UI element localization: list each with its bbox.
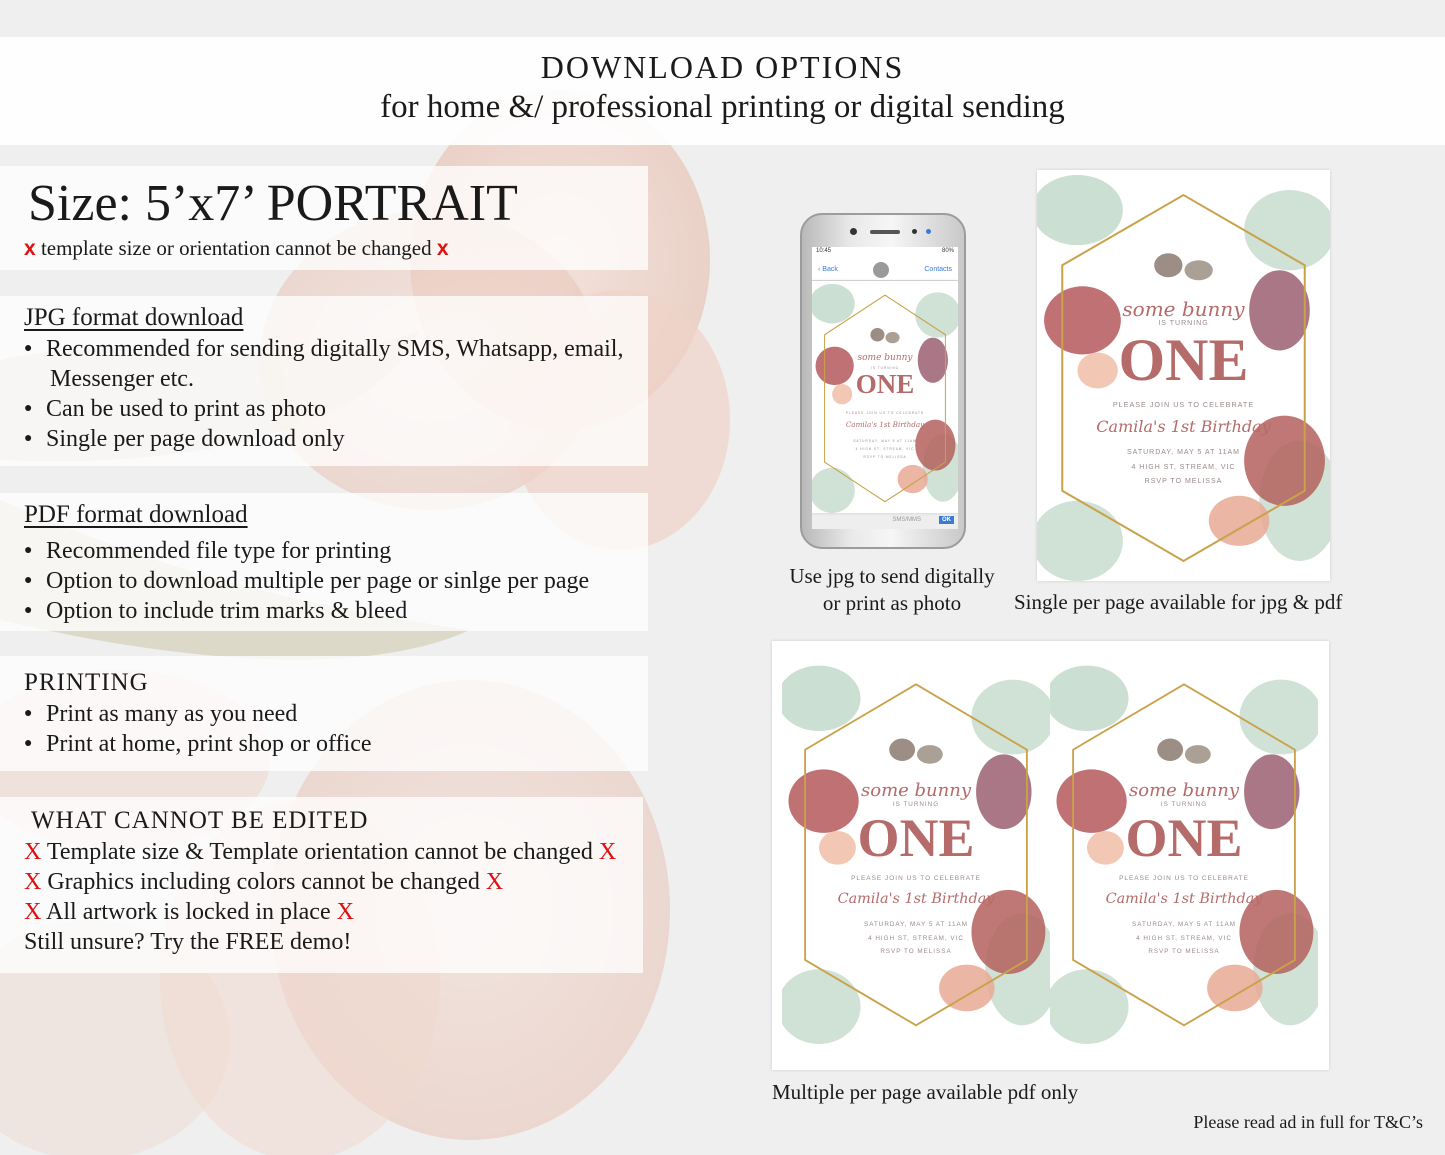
jpg-bullet-1-cont: Messenger etc. [50, 366, 194, 392]
sheet-invitation-left [782, 661, 1050, 1044]
invite-date-line: SATURDAY, MAY 5 AT 11AM [853, 438, 917, 443]
invite-big-line: ONE [1125, 807, 1243, 868]
message-input[interactable] [812, 511, 958, 529]
invite-date-line: SATURDAY, MAY 5 AT 11AM [1132, 921, 1236, 929]
x-mark-icon: X [24, 839, 42, 865]
jpg-bullet-list [24, 334, 623, 454]
invite-address-line: 4 HIGH ST, STREAM, VIC [1131, 463, 1236, 471]
size-note [24, 236, 449, 261]
multi-caption: Multiple per page available pdf only [772, 1080, 1079, 1104]
list-item [24, 897, 616, 927]
jpg-bullet-3: Single per page download only [46, 426, 345, 452]
printing-bullet-2: Print at home, print shop or office [46, 731, 372, 757]
invite-script-line: some bunny [857, 352, 913, 363]
invite-date-line: SATURDAY, MAY 5 AT 11AM [1127, 449, 1240, 457]
pdf-bullet-3: Option to include trim marks & bleed [46, 598, 408, 624]
invite-name-line: Camila's 1st Birthday [845, 420, 925, 430]
cannot-edit-line-3: All artwork is locked in place [46, 899, 331, 925]
list-item [24, 596, 589, 626]
invite-script-line: some bunny [861, 779, 971, 801]
single-invitation-card [1037, 170, 1330, 581]
size-note-text: template size or orientation cannot be changed [40, 236, 432, 260]
x-mark-icon: X [24, 869, 42, 895]
invite-big-line: ONE [857, 807, 975, 868]
avatar-icon [873, 262, 889, 278]
invite-script-line: some bunny [1122, 297, 1245, 322]
header-band [0, 37, 1445, 145]
phone-caption [760, 563, 1024, 617]
list-item [24, 394, 623, 424]
x-mark-icon: x [436, 237, 449, 260]
invitation-design [812, 281, 958, 513]
size-title: Size: 5’x7’ PORTRAIT [28, 175, 518, 232]
invitation-design [1037, 170, 1330, 581]
invite-rsvp-line: RSVP TO MELISSA [863, 455, 907, 459]
x-mark-icon: X [24, 899, 42, 925]
phone-battery: 80% [941, 248, 954, 254]
multi-page-sheet [772, 641, 1329, 1070]
cannot-edit-line-1: Template size & Template orientation cannot be changed [46, 839, 593, 865]
x-mark-icon: X [598, 839, 617, 865]
list-item [24, 334, 623, 394]
speaker-icon [870, 230, 900, 234]
invite-address-line: 4 HIGH ST, STREAM, VIC [1136, 934, 1232, 942]
cannot-edit-list [24, 837, 616, 957]
cannot-edit-line-2: Graphics including colors cannot be changed [47, 869, 480, 895]
single-caption: Single per page available for jpg & pdf [1014, 590, 1343, 614]
invite-small-line: IS TURNING [892, 800, 940, 808]
invite-big-line: ONE [855, 369, 915, 400]
message-placeholder: SMS/MMS [892, 517, 921, 523]
invite-join-line: PLEASE JOIN US TO CELEBRATE [1119, 875, 1249, 883]
invite-small-line: IS TURNING [1158, 320, 1209, 327]
invite-date-line: SATURDAY, MAY 5 AT 11AM [864, 921, 968, 929]
jpg-bullet-2: Can be used to print as photo [46, 396, 326, 422]
invite-script-line: some bunny [1129, 779, 1239, 801]
cannot-edit-panel [0, 797, 643, 973]
invite-join-line: PLEASE JOIN US TO CELEBRATE [1112, 400, 1255, 410]
list-item [24, 536, 589, 566]
sensor-icon [912, 229, 917, 234]
phone-invitation [812, 281, 958, 513]
list-item [24, 424, 623, 454]
invitation-design [1050, 661, 1318, 1044]
phone-status-bar [812, 247, 958, 259]
footnote: Please read ad in full for T&C’s [1193, 1112, 1423, 1132]
list-item [24, 699, 372, 729]
phone-caption-line-1: Use jpg to send digitally [789, 564, 995, 588]
invite-address-line: 4 HIGH ST, STREAM, VIC [855, 446, 915, 451]
contacts-button[interactable]: Contacts [924, 266, 952, 273]
invite-small-line: IS TURNING [870, 365, 900, 370]
printing-bullet-1: Print as many as you need [46, 701, 298, 727]
camera-icon [926, 229, 931, 234]
phone-caption-line-2: or print as photo [822, 591, 962, 615]
invite-join-line: PLEASE JOIN US TO CELEBRATE [851, 875, 981, 883]
pdf-panel [0, 493, 648, 631]
pdf-bullet-1: Recommended file type for printing [46, 538, 392, 564]
phone-time: 10:45 [816, 248, 832, 254]
cannot-edit-heading: WHAT CANNOT BE EDITED [31, 807, 369, 834]
list-item [24, 729, 372, 759]
pdf-bullet-list [24, 536, 589, 626]
jpg-panel [0, 296, 648, 466]
jpg-bullet-1: Recommended for sending digitally SMS, Whatsapp, email, [46, 336, 624, 362]
page-title: DOWNLOAD OPTIONS [540, 49, 905, 85]
phone-screen [812, 247, 958, 529]
list-item [24, 837, 616, 867]
page-subtitle: for home &/ professional printing or digital sending [380, 89, 1065, 125]
list-item [24, 566, 589, 596]
camera-icon [850, 228, 857, 235]
invite-rsvp-line: RSVP TO MELISSA [1144, 478, 1223, 486]
x-mark-icon: X [485, 869, 504, 895]
invite-name-line: Camila's 1st Birthday [1096, 416, 1271, 436]
printing-bullet-list [24, 699, 372, 759]
invite-join-line: PLEASE JOIN US TO CELEBRATE [845, 410, 925, 415]
phone-mockup [800, 213, 966, 549]
demo-line: Still unsure? Try the FREE demo! [24, 929, 352, 955]
printing-heading: PRINTING [24, 669, 149, 696]
pdf-heading: PDF format download [24, 501, 248, 528]
phone-nav-bar [812, 259, 958, 281]
x-mark-icon: X [336, 899, 354, 925]
size-panel [0, 166, 648, 270]
invite-address-line: 4 HIGH ST, STREAM, VIC [868, 934, 964, 942]
invite-big-line: ONE [1118, 327, 1249, 394]
printing-panel [0, 656, 648, 771]
list-item [24, 867, 616, 897]
invite-rsvp-line: RSVP TO MELISSA [880, 948, 952, 956]
invite-small-line: IS TURNING [1160, 800, 1208, 808]
send-button[interactable]: OK [939, 516, 954, 524]
back-label: Back [822, 266, 838, 273]
invite-name-line: Camila's 1st Birthday [1105, 890, 1263, 907]
sheet-invitation-right [1050, 661, 1318, 1044]
pdf-bullet-2: Option to download multiple per page or sinlge per page [46, 568, 590, 594]
jpg-heading: JPG format download [24, 304, 244, 331]
invite-name-line: Camila's 1st Birthday [837, 890, 995, 907]
x-mark-icon: x [24, 237, 36, 260]
invitation-design [782, 661, 1050, 1044]
invite-rsvp-line: RSVP TO MELISSA [1148, 948, 1220, 956]
back-button[interactable]: ‹ Back [818, 266, 838, 273]
